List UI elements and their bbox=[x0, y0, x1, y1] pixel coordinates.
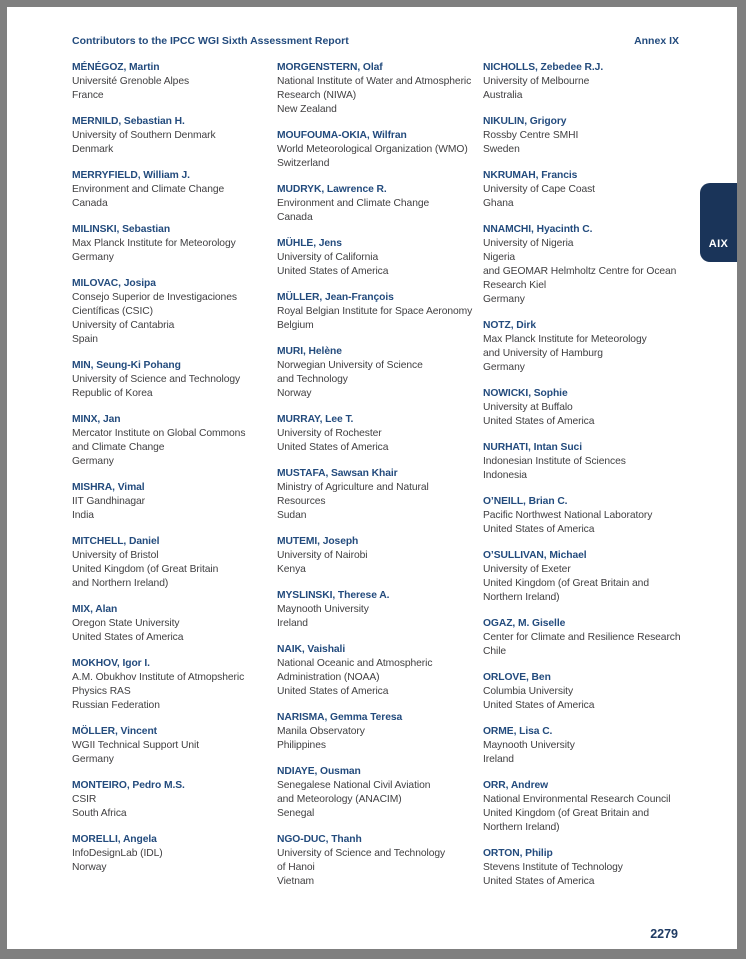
contributor-affiliation-line: New Zealand bbox=[277, 104, 337, 115]
contributor-affiliation-line: University of Science and Technology bbox=[72, 374, 241, 385]
contributor-entry bbox=[277, 467, 485, 523]
contributor-affiliation-line: University at Buffalo bbox=[483, 402, 573, 413]
contributor-affiliation-line: Vietnam bbox=[277, 876, 315, 887]
contributor-name: MIN, Seung-Ki Pohang bbox=[72, 360, 181, 371]
contributor-entry bbox=[277, 535, 485, 577]
contributor-affiliation-line: National Environmental Research Council bbox=[483, 794, 671, 805]
contributor-affiliation-line: Germany bbox=[483, 362, 525, 373]
contributor-name: MIX, Alan bbox=[72, 604, 118, 615]
contributor-entry bbox=[72, 657, 277, 713]
contributor-affiliation-line: United Kingdom (of Great Britain and bbox=[483, 578, 649, 589]
contributor-name: ORTON, Philip bbox=[483, 848, 553, 859]
contributor-affiliation-line: CSIR bbox=[72, 794, 97, 805]
contributor-affiliation-line: University of Science and Technology bbox=[277, 848, 446, 859]
contributor-entry bbox=[277, 765, 485, 821]
contributor-name: MILINSKI, Sebastian bbox=[72, 224, 171, 235]
contributor-name: MILOVAC, Josipa bbox=[72, 278, 156, 289]
contributor-entry bbox=[277, 589, 485, 631]
contributor-affiliation-line: IIT Gandhinagar bbox=[72, 496, 146, 507]
annex-side-tab-label: AIX bbox=[708, 238, 729, 250]
contributor-columns bbox=[7, 61, 737, 949]
contributor-affiliation-line: Resources bbox=[277, 496, 326, 507]
page-number: 2279 bbox=[650, 927, 678, 941]
contributor-entry bbox=[72, 223, 277, 265]
contributor-affiliation-line: Senegal bbox=[277, 808, 315, 819]
contributor-name: O’SULLIVAN, Michael bbox=[483, 550, 587, 561]
contributor-name: MISHRA, Vimal bbox=[72, 482, 145, 493]
contributor-affiliation-line: of Hanoi bbox=[277, 862, 315, 873]
contributor-affiliation-line: Mercator Institute on Global Commons bbox=[72, 428, 246, 439]
contributor-affiliation-line: United States of America bbox=[72, 632, 184, 643]
contributor-entry bbox=[277, 833, 485, 889]
contributor-affiliation-line: University of Melbourne bbox=[483, 76, 590, 87]
contributor-affiliation-line: University of California bbox=[277, 252, 379, 263]
contributor-affiliation-line: University of Nigeria bbox=[483, 238, 574, 249]
contributor-affiliation-line: Philippines bbox=[277, 740, 326, 751]
contributor-entry bbox=[483, 671, 695, 713]
contributor-affiliation-line: Ireland bbox=[483, 754, 514, 765]
contributor-name: MÜLLER, Jean-François bbox=[277, 292, 394, 303]
contributor-affiliation-line: Max Planck Institute for Meteorology bbox=[483, 334, 647, 345]
contributor-name: MUSTAFA, Sawsan Khair bbox=[277, 468, 398, 479]
contributor-affiliation-line: Manila Observatory bbox=[277, 726, 365, 737]
contributor-affiliation-line: Científicas (CSIC) bbox=[72, 306, 153, 317]
contributor-name: MÉNÉGOZ, Martin bbox=[72, 62, 160, 73]
contributor-affiliation-line: Australia bbox=[483, 90, 523, 101]
contributor-entry bbox=[277, 413, 485, 455]
contributor-affiliation-line: United States of America bbox=[483, 700, 595, 711]
contributor-affiliation-line: Université Grenoble Alpes bbox=[72, 76, 190, 87]
contributor-entry bbox=[277, 345, 485, 401]
contributor-entry bbox=[277, 237, 485, 279]
contributor-name: MORELLI, Angela bbox=[72, 834, 157, 845]
contributor-name: ORME, Lisa C. bbox=[483, 726, 553, 737]
contributor-entry bbox=[483, 617, 695, 659]
contributor-affiliation-line: University of Exeter bbox=[483, 564, 571, 575]
contributor-affiliation-line: Environment and Climate Change bbox=[277, 198, 430, 209]
contributor-affiliation-line: A.M. Obukhov Institute of Atmopsheric bbox=[72, 672, 245, 683]
contributor-affiliation-line: Indonesian Institute of Sciences bbox=[483, 456, 626, 467]
contributor-affiliation-line: Pacific Northwest National Laboratory bbox=[483, 510, 653, 521]
contributor-name: MERNILD, Sebastian H. bbox=[72, 116, 185, 127]
contributor-affiliation-line: United States of America bbox=[277, 266, 389, 277]
contributor-entry bbox=[277, 61, 485, 117]
document-page bbox=[7, 7, 737, 949]
contributor-name: NICHOLLS, Zebedee R.J. bbox=[483, 62, 604, 73]
contributor-affiliation-line: France bbox=[72, 90, 104, 101]
contributor-name: NDIAYE, Ousman bbox=[277, 766, 361, 777]
contributor-name: NOWICKI, Sophie bbox=[483, 388, 568, 399]
contributor-entry bbox=[277, 711, 485, 753]
contributor-name: OGAZ, M. Giselle bbox=[483, 618, 566, 629]
contributor-name: ORLOVE, Ben bbox=[483, 672, 551, 683]
contributor-affiliation-line: InfoDesignLab (IDL) bbox=[72, 848, 163, 859]
contributor-affiliation-line: and GEOMAR Helmholtz Centre for Ocean bbox=[483, 266, 677, 277]
contributor-name: MERRYFIELD, William J. bbox=[72, 170, 190, 181]
contributor-entry bbox=[72, 277, 277, 347]
contributor-affiliation-line: Northern Ireland) bbox=[483, 822, 560, 833]
contributor-affiliation-line: Denmark bbox=[72, 144, 114, 155]
contributor-affiliation-line: Research Kiel bbox=[483, 280, 547, 291]
contributor-affiliation-line: Ireland bbox=[277, 618, 308, 629]
contributor-affiliation-line: United Kingdom (of Great Britain bbox=[72, 564, 219, 575]
contributor-entry bbox=[72, 779, 277, 821]
contributor-name: MOUFOUMA-OKIA, Wilfran bbox=[277, 130, 407, 141]
contributor-name: O’NEILL, Brian C. bbox=[483, 496, 568, 507]
contributor-affiliation-line: National Oceanic and Atmospheric bbox=[277, 658, 433, 669]
contributor-name: MÜHLE, Jens bbox=[277, 238, 342, 249]
contributor-entry bbox=[483, 495, 695, 537]
contributor-affiliation-line: University of Rochester bbox=[277, 428, 382, 439]
contributor-name: MOKHOV, Igor I. bbox=[72, 658, 150, 669]
contributor-entry bbox=[72, 115, 277, 157]
contributor-entry bbox=[277, 183, 485, 225]
contributor-affiliation-line: Consejo Superior de Investigaciones bbox=[72, 292, 237, 303]
contributor-entry bbox=[483, 319, 695, 375]
contributor-name: NIKULIN, Grigory bbox=[483, 116, 567, 127]
contributor-entry bbox=[72, 725, 277, 767]
contributor-affiliation-line: Kenya bbox=[277, 564, 306, 575]
contributor-entry bbox=[72, 481, 277, 523]
contributor-affiliation-line: Canada bbox=[72, 198, 108, 209]
contributor-column-3 bbox=[483, 61, 695, 901]
contributor-entry bbox=[277, 291, 485, 333]
contributor-entry bbox=[72, 535, 277, 591]
contributor-entry bbox=[483, 441, 695, 483]
contributor-name: MONTEIRO, Pedro M.S. bbox=[72, 780, 185, 791]
contributor-affiliation-line: Max Planck Institute for Meteorology bbox=[72, 238, 236, 249]
contributor-entry bbox=[483, 115, 695, 157]
contributor-affiliation-line: Russian Federation bbox=[72, 700, 160, 711]
contributor-affiliation-line: and Technology bbox=[277, 374, 348, 385]
contributor-entry bbox=[277, 643, 485, 699]
contributor-column-2 bbox=[277, 61, 485, 901]
contributor-affiliation-line: Spain bbox=[72, 334, 98, 345]
contributor-name: MITCHELL, Daniel bbox=[72, 536, 160, 547]
contributor-affiliation-line: Nigeria bbox=[483, 252, 516, 263]
contributor-name: NOTZ, Dirk bbox=[483, 320, 536, 331]
contributor-affiliation-line: Germany bbox=[72, 252, 114, 263]
contributor-affiliation-line: Sweden bbox=[483, 144, 520, 155]
contributor-entry bbox=[277, 129, 485, 171]
header-annex-label: Annex IX bbox=[634, 35, 679, 47]
contributor-affiliation-line: Belgium bbox=[277, 320, 314, 331]
contributor-affiliation-line: Maynooth University bbox=[483, 740, 575, 751]
contributor-affiliation-line: University of Nairobi bbox=[277, 550, 368, 561]
contributor-entry bbox=[72, 169, 277, 211]
contributor-affiliation-line: University of Southern Denmark bbox=[72, 130, 216, 141]
contributor-affiliation-line: and Meteorology (ANACIM) bbox=[277, 794, 402, 805]
contributor-name: MINX, Jan bbox=[72, 414, 121, 425]
contributor-name: NKRUMAH, Francis bbox=[483, 170, 578, 181]
contributor-name: MYSLINSKI, Therese A. bbox=[277, 590, 390, 601]
contributor-affiliation-line: United States of America bbox=[277, 442, 389, 453]
contributor-affiliation-line: Stevens Institute of Technology bbox=[483, 862, 623, 873]
contributor-affiliation-line: Maynooth University bbox=[277, 604, 369, 615]
contributor-entry bbox=[72, 603, 277, 645]
contributor-affiliation-line: and University of Hamburg bbox=[483, 348, 603, 359]
contributor-affiliation-line: India bbox=[72, 510, 94, 521]
contributor-entry bbox=[483, 61, 695, 103]
contributor-affiliation-line: Republic of Korea bbox=[72, 388, 153, 399]
contributor-affiliation-line: Sudan bbox=[277, 510, 307, 521]
contributor-entry bbox=[72, 833, 277, 875]
contributor-affiliation-line: Ministry of Agriculture and Natural bbox=[277, 482, 429, 493]
contributor-affiliation-line: University of Bristol bbox=[72, 550, 159, 561]
contributor-entry bbox=[72, 359, 277, 401]
contributor-affiliation-line: Germany bbox=[72, 456, 114, 467]
contributor-affiliation-line: Chile bbox=[483, 646, 507, 657]
contributor-affiliation-line: Indonesia bbox=[483, 470, 527, 481]
contributor-name: MÖLLER, Vincent bbox=[72, 726, 157, 737]
contributor-name: MURRAY, Lee T. bbox=[277, 414, 354, 425]
annex-side-tab bbox=[700, 183, 737, 262]
contributor-name: ORR, Andrew bbox=[483, 780, 549, 791]
contributor-affiliation-line: Oregon State University bbox=[72, 618, 180, 629]
contributor-affiliation-line: World Meteorological Organization (WMO) bbox=[277, 144, 468, 155]
contributor-name: NGO-DUC, Thanh bbox=[277, 834, 362, 845]
contributor-affiliation-line: University of Cape Coast bbox=[483, 184, 595, 195]
contributor-affiliation-line: Rossby Centre SMHI bbox=[483, 130, 579, 141]
contributor-affiliation-line: United States of America bbox=[483, 876, 595, 887]
contributor-affiliation-line: United States of America bbox=[483, 416, 595, 427]
contributor-name: MURI, Helène bbox=[277, 346, 342, 357]
contributor-affiliation-line: Germany bbox=[483, 294, 525, 305]
contributor-affiliation-line: Center for Climate and Resilience Research bbox=[483, 632, 681, 643]
contributor-entry bbox=[483, 169, 695, 211]
contributor-affiliation-line: Royal Belgian Institute for Space Aeronomy bbox=[277, 306, 473, 317]
contributor-entry bbox=[483, 725, 695, 767]
contributor-name: MORGENSTERN, Olaf bbox=[277, 62, 383, 73]
contributor-affiliation-line: South Africa bbox=[72, 808, 127, 819]
contributor-name: MUDRYK, Lawrence R. bbox=[277, 184, 387, 195]
contributor-affiliation-line: Research (NIWA) bbox=[277, 90, 357, 101]
contributor-affiliation-line: Environment and Climate Change bbox=[72, 184, 225, 195]
contributor-entry bbox=[483, 223, 695, 307]
contributor-affiliation-line: Senegalese National Civil Aviation bbox=[277, 780, 431, 791]
contributor-affiliation-line: Germany bbox=[72, 754, 114, 765]
contributor-name: NURHATI, Intan Suci bbox=[483, 442, 582, 453]
contributor-entry bbox=[483, 387, 695, 429]
contributor-affiliation-line: and Northern Ireland) bbox=[72, 578, 169, 589]
contributor-name: MUTEMI, Joseph bbox=[277, 536, 359, 547]
contributor-affiliation-line: Switzerland bbox=[277, 158, 330, 169]
contributor-affiliation-line: University of Cantabria bbox=[72, 320, 175, 331]
contributor-affiliation-line: Norway bbox=[72, 862, 107, 873]
contributor-name: NNAMCHI, Hyacinth C. bbox=[483, 224, 593, 235]
contributor-entry bbox=[483, 847, 695, 889]
contributor-affiliation-line: Northern Ireland) bbox=[483, 592, 560, 603]
contributor-affiliation-line: Norway bbox=[277, 388, 312, 399]
contributor-affiliation-line: Columbia University bbox=[483, 686, 574, 697]
header-title: Contributors to the IPCC WGI Sixth Assessment Report bbox=[72, 35, 349, 47]
contributor-entry bbox=[483, 549, 695, 605]
contributor-entry bbox=[72, 413, 277, 469]
contributor-affiliation-line: United Kingdom (of Great Britain and bbox=[483, 808, 649, 819]
contributor-affiliation-line: Canada bbox=[277, 212, 313, 223]
contributor-entry bbox=[483, 779, 695, 835]
page-header bbox=[72, 35, 679, 47]
contributor-column-1 bbox=[72, 61, 277, 887]
contributor-affiliation-line: and Climate Change bbox=[72, 442, 165, 453]
contributor-affiliation-line: National Institute of Water and Atmospheric bbox=[277, 76, 472, 87]
contributor-affiliation-line: United States of America bbox=[277, 686, 389, 697]
contributor-affiliation-line: Physics RAS bbox=[72, 686, 131, 697]
contributor-affiliation-line: Ghana bbox=[483, 198, 514, 209]
contributor-affiliation-line: United States of America bbox=[483, 524, 595, 535]
contributor-affiliation-line: WGII Technical Support Unit bbox=[72, 740, 199, 751]
contributor-name: NAIK, Vaishali bbox=[277, 644, 346, 655]
contributor-entry bbox=[72, 61, 277, 103]
contributor-name: NARISMA, Gemma Teresa bbox=[277, 712, 403, 723]
contributor-affiliation-line: Administration (NOAA) bbox=[277, 672, 380, 683]
contributor-affiliation-line: Norwegian University of Science bbox=[277, 360, 423, 371]
